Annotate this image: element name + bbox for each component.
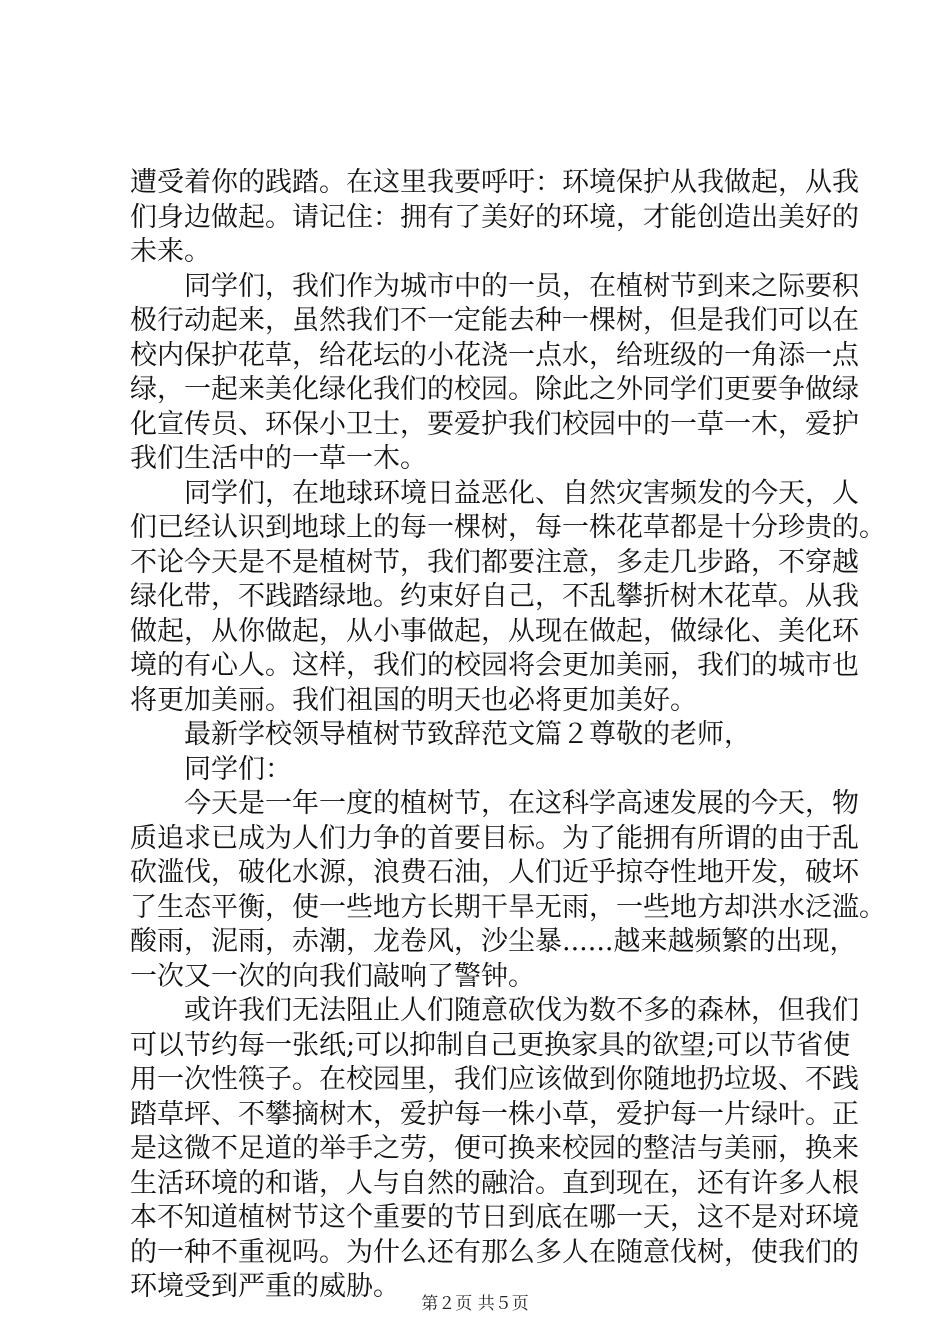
text-line: 同学们，我们作为城市中的一员，在植树节到来之际要积	[184, 270, 859, 302]
text-line: 化宣传员、环保小卫士，要爱护我们校园中的一草一木，爱护	[130, 408, 859, 440]
text-line: 一次又一次的向我们敲响了警钟。	[130, 960, 535, 992]
text-line: 酸雨，泥雨，赤潮，龙卷风，沙尘暴......越来越频繁的出现，	[130, 926, 857, 957]
text-line: 们已经认识到地球上的每一棵树，每一株花草都是十分珍贵的。	[130, 512, 886, 543]
text-line: 砍滥伐，破化水源，浪费石油，人们近乎掠夺性地开发，破坏	[130, 857, 859, 888]
page-number-label: 第２页 共５页	[421, 1294, 529, 1314]
text-line: 今天是一年一度的植树节，在这科学高速发展的今天，物	[184, 788, 859, 819]
text-line: 将更加美丽。我们祖国的明天也必将更加美好。	[130, 684, 697, 716]
text-line: 了生态平衡，使一些地方长期干旱无雨，一些地方却洪水泛滥。	[130, 891, 886, 923]
text-line: 生活环境的和谐，人与自然的融洽。直到现在，还有许多人根	[130, 1167, 859, 1199]
text-line: 的一种不重视吗。为什么还有那么多人在随意伐树，使我们的	[130, 1236, 859, 1268]
text-line: 极行动起来，虽然我们不一定能去种一棵树，但是我们可以在	[130, 305, 859, 336]
text-line: 本不知道植树节这个重要的节日到底在哪一天，这不是对环境	[130, 1202, 859, 1233]
text-line: 校内保护花草，给花坛的小花浇一点水，给班级的一角添一点	[130, 339, 859, 371]
text-line: 绿，一起来美化绿化我们的校园。除此之外同学们更要争做绿	[130, 374, 859, 405]
text-line: 们身边做起。请记住：拥有了美好的环境，才能创造出美好的	[130, 201, 859, 233]
text-line: 最新学校领导植树节致辞范文篇２尊敬的老师，	[184, 719, 751, 750]
document-body	[130, 166, 886, 1305]
text-line: 用一次性筷子。在校园里，我们应该做到你随地扔垃圾、不践	[130, 1064, 859, 1095]
text-line: 同学们，在地球环境日益恶化、自然灾害频发的今天，人	[184, 477, 859, 509]
text-line: 或许我们无法阻止人们随意砍伐为数不多的森林，但我们	[184, 995, 859, 1026]
text-line: 是这微不足道的举手之劳，便可换来校园的整洁与美丽，换来	[130, 1133, 859, 1164]
text-line: 踏草坪、不攀摘树木，爱护每一株小草，爱护每一片绿叶。正	[130, 1098, 859, 1130]
text-line: 做起，从你做起，从小事做起，从现在做起，做绿化、美化环	[130, 615, 859, 647]
text-line: 我们生活中的一草一木。	[130, 443, 427, 474]
text-line: 质追求已成为人们力争的首要目标。为了能拥有所谓的由于乱	[130, 822, 859, 854]
text-line: 绿化带，不践踏绿地。约束好自己，不乱攀折树木花草。从我	[130, 581, 859, 612]
text-line: 未来。	[130, 236, 211, 267]
page-footer	[0, 1289, 950, 1314]
text-line: 可以节约每一张纸;可以抑制自己更换家具的欲望;可以节省使	[130, 1029, 851, 1061]
text-line: 同学们：	[184, 753, 292, 785]
text-line: 境的有心人。这样，我们的校园将会更加美丽，我们的城市也	[130, 650, 859, 681]
text-line: 环境受到严重的威胁。	[130, 1271, 400, 1302]
text-line: 遭受着你的践踏。在这里我要呼吁：环境保护从我做起，从我	[130, 167, 859, 198]
text-line: 不论今天是不是植树节，我们都要注意，多走几步路，不穿越	[130, 546, 859, 578]
